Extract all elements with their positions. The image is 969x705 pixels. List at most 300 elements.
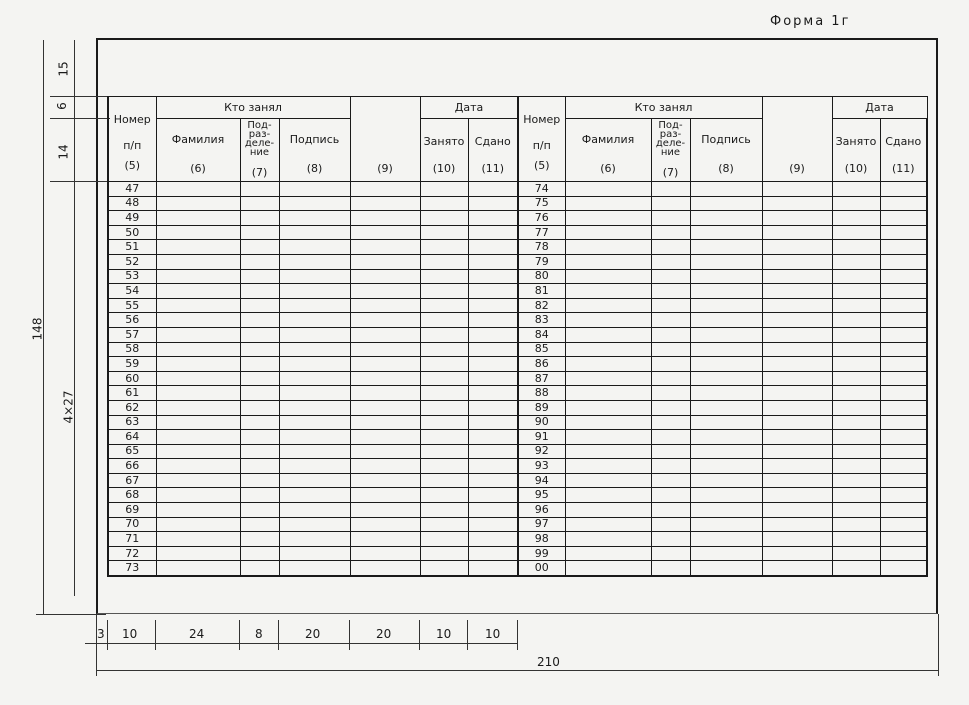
entry-cell[interactable] [279, 371, 350, 386]
entry-cell[interactable] [468, 415, 518, 430]
entry-cell[interactable] [468, 546, 518, 561]
entry-cell[interactable] [420, 182, 468, 197]
entry-cell[interactable] [468, 298, 518, 313]
entry-cell[interactable] [651, 211, 690, 226]
entry-cell[interactable] [240, 284, 279, 299]
entry-cell[interactable] [350, 400, 420, 415]
entry-cell[interactable] [240, 561, 279, 576]
entry-cell[interactable] [565, 254, 651, 269]
entry-cell[interactable] [565, 371, 651, 386]
entry-cell[interactable] [468, 269, 518, 284]
entry-cell[interactable] [880, 371, 927, 386]
entry-cell[interactable] [240, 211, 279, 226]
entry-cell[interactable] [762, 415, 832, 430]
entry-cell[interactable] [880, 503, 927, 518]
entry-cell[interactable] [279, 459, 350, 474]
entry-cell[interactable] [350, 327, 420, 342]
entry-cell[interactable] [832, 503, 880, 518]
entry-cell[interactable] [690, 386, 762, 401]
entry-cell[interactable] [832, 371, 880, 386]
entry-cell[interactable] [279, 240, 350, 255]
entry-cell[interactable] [420, 196, 468, 211]
entry-cell[interactable] [690, 517, 762, 532]
entry-cell[interactable] [420, 371, 468, 386]
entry-cell[interactable] [832, 313, 880, 328]
entry-cell[interactable] [240, 357, 279, 372]
entry-cell[interactable] [651, 400, 690, 415]
entry-cell[interactable] [468, 532, 518, 547]
entry-cell[interactable] [350, 240, 420, 255]
entry-cell[interactable] [240, 488, 279, 503]
entry-cell[interactable] [832, 284, 880, 299]
entry-cell[interactable] [880, 225, 927, 240]
entry-cell[interactable] [420, 561, 468, 576]
entry-cell[interactable] [350, 211, 420, 226]
entry-cell[interactable] [762, 254, 832, 269]
entry-cell[interactable] [832, 327, 880, 342]
entry-cell[interactable] [762, 342, 832, 357]
entry-cell[interactable] [880, 532, 927, 547]
entry-cell[interactable] [880, 240, 927, 255]
entry-cell[interactable] [832, 357, 880, 372]
entry-cell[interactable] [468, 211, 518, 226]
entry-cell[interactable] [690, 182, 762, 197]
entry-cell[interactable] [240, 415, 279, 430]
entry-cell[interactable] [880, 254, 927, 269]
entry-cell[interactable] [350, 386, 420, 401]
entry-cell[interactable] [279, 357, 350, 372]
entry-cell[interactable] [420, 415, 468, 430]
entry-cell[interactable] [279, 517, 350, 532]
entry-cell[interactable] [880, 269, 927, 284]
entry-cell[interactable] [880, 284, 927, 299]
entry-cell[interactable] [651, 240, 690, 255]
entry-cell[interactable] [880, 357, 927, 372]
entry-cell[interactable] [565, 298, 651, 313]
entry-cell[interactable] [880, 561, 927, 576]
entry-cell[interactable] [565, 444, 651, 459]
entry-cell[interactable] [420, 444, 468, 459]
entry-cell[interactable] [468, 444, 518, 459]
entry-cell[interactable] [350, 313, 420, 328]
entry-cell[interactable] [651, 473, 690, 488]
entry-cell[interactable] [762, 196, 832, 211]
entry-cell[interactable] [468, 196, 518, 211]
entry-cell[interactable] [651, 532, 690, 547]
entry-cell[interactable] [350, 532, 420, 547]
entry-cell[interactable] [832, 561, 880, 576]
entry-cell[interactable] [651, 196, 690, 211]
entry-cell[interactable] [468, 517, 518, 532]
entry-cell[interactable] [690, 488, 762, 503]
entry-cell[interactable] [279, 444, 350, 459]
entry-cell[interactable] [565, 488, 651, 503]
entry-cell[interactable] [690, 342, 762, 357]
entry-cell[interactable] [420, 284, 468, 299]
entry-cell[interactable] [156, 488, 240, 503]
entry-cell[interactable] [762, 400, 832, 415]
entry-cell[interactable] [565, 269, 651, 284]
entry-cell[interactable] [350, 430, 420, 445]
entry-cell[interactable] [690, 561, 762, 576]
entry-cell[interactable] [832, 517, 880, 532]
entry-cell[interactable] [832, 473, 880, 488]
entry-cell[interactable] [762, 444, 832, 459]
entry-cell[interactable] [468, 240, 518, 255]
entry-cell[interactable] [420, 298, 468, 313]
entry-cell[interactable] [651, 488, 690, 503]
entry-cell[interactable] [565, 342, 651, 357]
entry-cell[interactable] [832, 444, 880, 459]
entry-cell[interactable] [240, 546, 279, 561]
entry-cell[interactable] [762, 225, 832, 240]
entry-cell[interactable] [240, 532, 279, 547]
entry-cell[interactable] [156, 386, 240, 401]
entry-cell[interactable] [762, 313, 832, 328]
entry-cell[interactable] [690, 473, 762, 488]
entry-cell[interactable] [762, 459, 832, 474]
entry-cell[interactable] [240, 371, 279, 386]
entry-cell[interactable] [279, 386, 350, 401]
entry-cell[interactable] [690, 254, 762, 269]
entry-cell[interactable] [240, 313, 279, 328]
entry-cell[interactable] [156, 313, 240, 328]
entry-cell[interactable] [279, 400, 350, 415]
entry-cell[interactable] [468, 561, 518, 576]
entry-cell[interactable] [565, 284, 651, 299]
entry-cell[interactable] [156, 284, 240, 299]
entry-cell[interactable] [156, 430, 240, 445]
entry-cell[interactable] [240, 430, 279, 445]
entry-cell[interactable] [762, 561, 832, 576]
entry-cell[interactable] [420, 211, 468, 226]
entry-cell[interactable] [156, 342, 240, 357]
entry-cell[interactable] [240, 444, 279, 459]
entry-cell[interactable] [690, 240, 762, 255]
entry-cell[interactable] [420, 430, 468, 445]
entry-cell[interactable] [762, 430, 832, 445]
entry-cell[interactable] [240, 517, 279, 532]
entry-cell[interactable] [690, 430, 762, 445]
entry-cell[interactable] [350, 473, 420, 488]
entry-cell[interactable] [420, 503, 468, 518]
entry-cell[interactable] [880, 415, 927, 430]
entry-cell[interactable] [279, 503, 350, 518]
entry-cell[interactable] [565, 546, 651, 561]
entry-cell[interactable] [468, 503, 518, 518]
entry-cell[interactable] [156, 211, 240, 226]
entry-cell[interactable] [832, 488, 880, 503]
entry-cell[interactable] [832, 182, 880, 197]
entry-cell[interactable] [690, 225, 762, 240]
entry-cell[interactable] [832, 269, 880, 284]
entry-cell[interactable] [420, 517, 468, 532]
entry-cell[interactable] [468, 459, 518, 474]
entry-cell[interactable] [350, 225, 420, 240]
entry-cell[interactable] [468, 400, 518, 415]
entry-cell[interactable] [420, 254, 468, 269]
entry-cell[interactable] [762, 488, 832, 503]
entry-cell[interactable] [156, 254, 240, 269]
entry-cell[interactable] [880, 459, 927, 474]
entry-cell[interactable] [762, 503, 832, 518]
entry-cell[interactable] [651, 371, 690, 386]
entry-cell[interactable] [279, 254, 350, 269]
entry-cell[interactable] [565, 386, 651, 401]
entry-cell[interactable] [762, 327, 832, 342]
entry-cell[interactable] [880, 298, 927, 313]
entry-cell[interactable] [832, 532, 880, 547]
entry-cell[interactable] [762, 240, 832, 255]
entry-cell[interactable] [880, 473, 927, 488]
entry-cell[interactable] [565, 459, 651, 474]
entry-cell[interactable] [240, 298, 279, 313]
entry-cell[interactable] [279, 546, 350, 561]
entry-cell[interactable] [420, 313, 468, 328]
entry-cell[interactable] [565, 532, 651, 547]
entry-cell[interactable] [240, 386, 279, 401]
entry-cell[interactable] [279, 327, 350, 342]
entry-cell[interactable] [156, 196, 240, 211]
entry-cell[interactable] [651, 415, 690, 430]
entry-cell[interactable] [156, 444, 240, 459]
entry-cell[interactable] [880, 313, 927, 328]
entry-cell[interactable] [880, 386, 927, 401]
entry-cell[interactable] [156, 546, 240, 561]
entry-cell[interactable] [420, 342, 468, 357]
entry-cell[interactable] [651, 430, 690, 445]
entry-cell[interactable] [350, 342, 420, 357]
entry-cell[interactable] [156, 459, 240, 474]
entry-cell[interactable] [279, 313, 350, 328]
entry-cell[interactable] [832, 459, 880, 474]
entry-cell[interactable] [880, 546, 927, 561]
entry-cell[interactable] [690, 269, 762, 284]
entry-cell[interactable] [651, 342, 690, 357]
entry-cell[interactable] [880, 196, 927, 211]
entry-cell[interactable] [156, 561, 240, 576]
entry-cell[interactable] [156, 357, 240, 372]
entry-cell[interactable] [690, 357, 762, 372]
entry-cell[interactable] [279, 532, 350, 547]
entry-cell[interactable] [651, 561, 690, 576]
entry-cell[interactable] [350, 357, 420, 372]
entry-cell[interactable] [468, 182, 518, 197]
entry-cell[interactable] [156, 240, 240, 255]
entry-cell[interactable] [420, 532, 468, 547]
entry-cell[interactable] [240, 196, 279, 211]
entry-cell[interactable] [832, 386, 880, 401]
entry-cell[interactable] [762, 532, 832, 547]
entry-cell[interactable] [651, 313, 690, 328]
entry-cell[interactable] [468, 357, 518, 372]
entry-cell[interactable] [420, 546, 468, 561]
entry-cell[interactable] [350, 415, 420, 430]
entry-cell[interactable] [832, 298, 880, 313]
entry-cell[interactable] [690, 546, 762, 561]
entry-cell[interactable] [565, 473, 651, 488]
entry-cell[interactable] [420, 459, 468, 474]
entry-cell[interactable] [468, 327, 518, 342]
entry-cell[interactable] [690, 415, 762, 430]
entry-cell[interactable] [468, 225, 518, 240]
entry-cell[interactable] [240, 327, 279, 342]
entry-cell[interactable] [156, 532, 240, 547]
entry-cell[interactable] [350, 517, 420, 532]
entry-cell[interactable] [350, 546, 420, 561]
entry-cell[interactable] [240, 269, 279, 284]
entry-cell[interactable] [420, 400, 468, 415]
entry-cell[interactable] [832, 430, 880, 445]
entry-cell[interactable] [156, 182, 240, 197]
entry-cell[interactable] [832, 240, 880, 255]
entry-cell[interactable] [156, 503, 240, 518]
entry-cell[interactable] [690, 532, 762, 547]
entry-cell[interactable] [832, 415, 880, 430]
entry-cell[interactable] [350, 503, 420, 518]
entry-cell[interactable] [762, 211, 832, 226]
entry-cell[interactable] [651, 269, 690, 284]
entry-cell[interactable] [651, 503, 690, 518]
entry-cell[interactable] [690, 459, 762, 474]
entry-cell[interactable] [762, 357, 832, 372]
entry-cell[interactable] [651, 327, 690, 342]
entry-cell[interactable] [565, 415, 651, 430]
entry-cell[interactable] [880, 444, 927, 459]
entry-cell[interactable] [279, 561, 350, 576]
entry-cell[interactable] [279, 196, 350, 211]
entry-cell[interactable] [565, 196, 651, 211]
entry-cell[interactable] [420, 488, 468, 503]
entry-cell[interactable] [762, 473, 832, 488]
entry-cell[interactable] [762, 182, 832, 197]
entry-cell[interactable] [651, 386, 690, 401]
entry-cell[interactable] [279, 342, 350, 357]
entry-cell[interactable] [832, 400, 880, 415]
entry-cell[interactable] [880, 342, 927, 357]
entry-cell[interactable] [468, 313, 518, 328]
entry-cell[interactable] [762, 517, 832, 532]
entry-cell[interactable] [690, 444, 762, 459]
entry-cell[interactable] [350, 254, 420, 269]
entry-cell[interactable] [690, 298, 762, 313]
entry-cell[interactable] [350, 561, 420, 576]
entry-cell[interactable] [156, 371, 240, 386]
entry-cell[interactable] [350, 182, 420, 197]
entry-cell[interactable] [240, 225, 279, 240]
entry-cell[interactable] [279, 225, 350, 240]
entry-cell[interactable] [279, 415, 350, 430]
entry-cell[interactable] [651, 298, 690, 313]
entry-cell[interactable] [690, 503, 762, 518]
entry-cell[interactable] [832, 211, 880, 226]
entry-cell[interactable] [279, 473, 350, 488]
entry-cell[interactable] [565, 327, 651, 342]
entry-cell[interactable] [468, 254, 518, 269]
entry-cell[interactable] [690, 371, 762, 386]
entry-cell[interactable] [832, 546, 880, 561]
entry-cell[interactable] [420, 225, 468, 240]
entry-cell[interactable] [690, 327, 762, 342]
entry-cell[interactable] [468, 488, 518, 503]
entry-cell[interactable] [651, 225, 690, 240]
entry-cell[interactable] [156, 517, 240, 532]
entry-cell[interactable] [565, 313, 651, 328]
entry-cell[interactable] [468, 342, 518, 357]
entry-cell[interactable] [468, 371, 518, 386]
entry-cell[interactable] [420, 269, 468, 284]
entry-cell[interactable] [690, 313, 762, 328]
entry-cell[interactable] [350, 444, 420, 459]
entry-cell[interactable] [565, 503, 651, 518]
entry-cell[interactable] [880, 488, 927, 503]
entry-cell[interactable] [832, 342, 880, 357]
entry-cell[interactable] [565, 357, 651, 372]
entry-cell[interactable] [279, 269, 350, 284]
entry-cell[interactable] [762, 546, 832, 561]
entry-cell[interactable] [279, 284, 350, 299]
entry-cell[interactable] [279, 182, 350, 197]
entry-cell[interactable] [240, 254, 279, 269]
entry-cell[interactable] [468, 473, 518, 488]
entry-cell[interactable] [156, 473, 240, 488]
entry-cell[interactable] [762, 298, 832, 313]
entry-cell[interactable] [240, 459, 279, 474]
entry-cell[interactable] [156, 415, 240, 430]
entry-cell[interactable] [350, 459, 420, 474]
entry-cell[interactable] [651, 182, 690, 197]
entry-cell[interactable] [880, 517, 927, 532]
entry-cell[interactable] [420, 240, 468, 255]
entry-cell[interactable] [832, 196, 880, 211]
entry-cell[interactable] [690, 400, 762, 415]
entry-cell[interactable] [468, 386, 518, 401]
entry-cell[interactable] [240, 400, 279, 415]
entry-cell[interactable] [468, 284, 518, 299]
entry-cell[interactable] [156, 400, 240, 415]
entry-cell[interactable] [651, 546, 690, 561]
entry-cell[interactable] [565, 211, 651, 226]
entry-cell[interactable] [350, 269, 420, 284]
entry-cell[interactable] [880, 430, 927, 445]
entry-cell[interactable] [350, 298, 420, 313]
entry-cell[interactable] [762, 371, 832, 386]
entry-cell[interactable] [350, 371, 420, 386]
entry-cell[interactable] [651, 459, 690, 474]
entry-cell[interactable] [651, 444, 690, 459]
entry-cell[interactable] [880, 211, 927, 226]
entry-cell[interactable] [279, 298, 350, 313]
entry-cell[interactable] [565, 182, 651, 197]
entry-cell[interactable] [240, 503, 279, 518]
entry-cell[interactable] [565, 240, 651, 255]
entry-cell[interactable] [156, 225, 240, 240]
entry-cell[interactable] [468, 430, 518, 445]
entry-cell[interactable] [880, 400, 927, 415]
entry-cell[interactable] [565, 561, 651, 576]
entry-cell[interactable] [651, 517, 690, 532]
entry-cell[interactable] [880, 327, 927, 342]
entry-cell[interactable] [156, 327, 240, 342]
entry-cell[interactable] [565, 517, 651, 532]
entry-cell[interactable] [651, 254, 690, 269]
entry-cell[interactable] [156, 269, 240, 284]
entry-cell[interactable] [420, 357, 468, 372]
entry-cell[interactable] [832, 254, 880, 269]
entry-cell[interactable] [279, 488, 350, 503]
entry-cell[interactable] [565, 430, 651, 445]
entry-cell[interactable] [832, 225, 880, 240]
